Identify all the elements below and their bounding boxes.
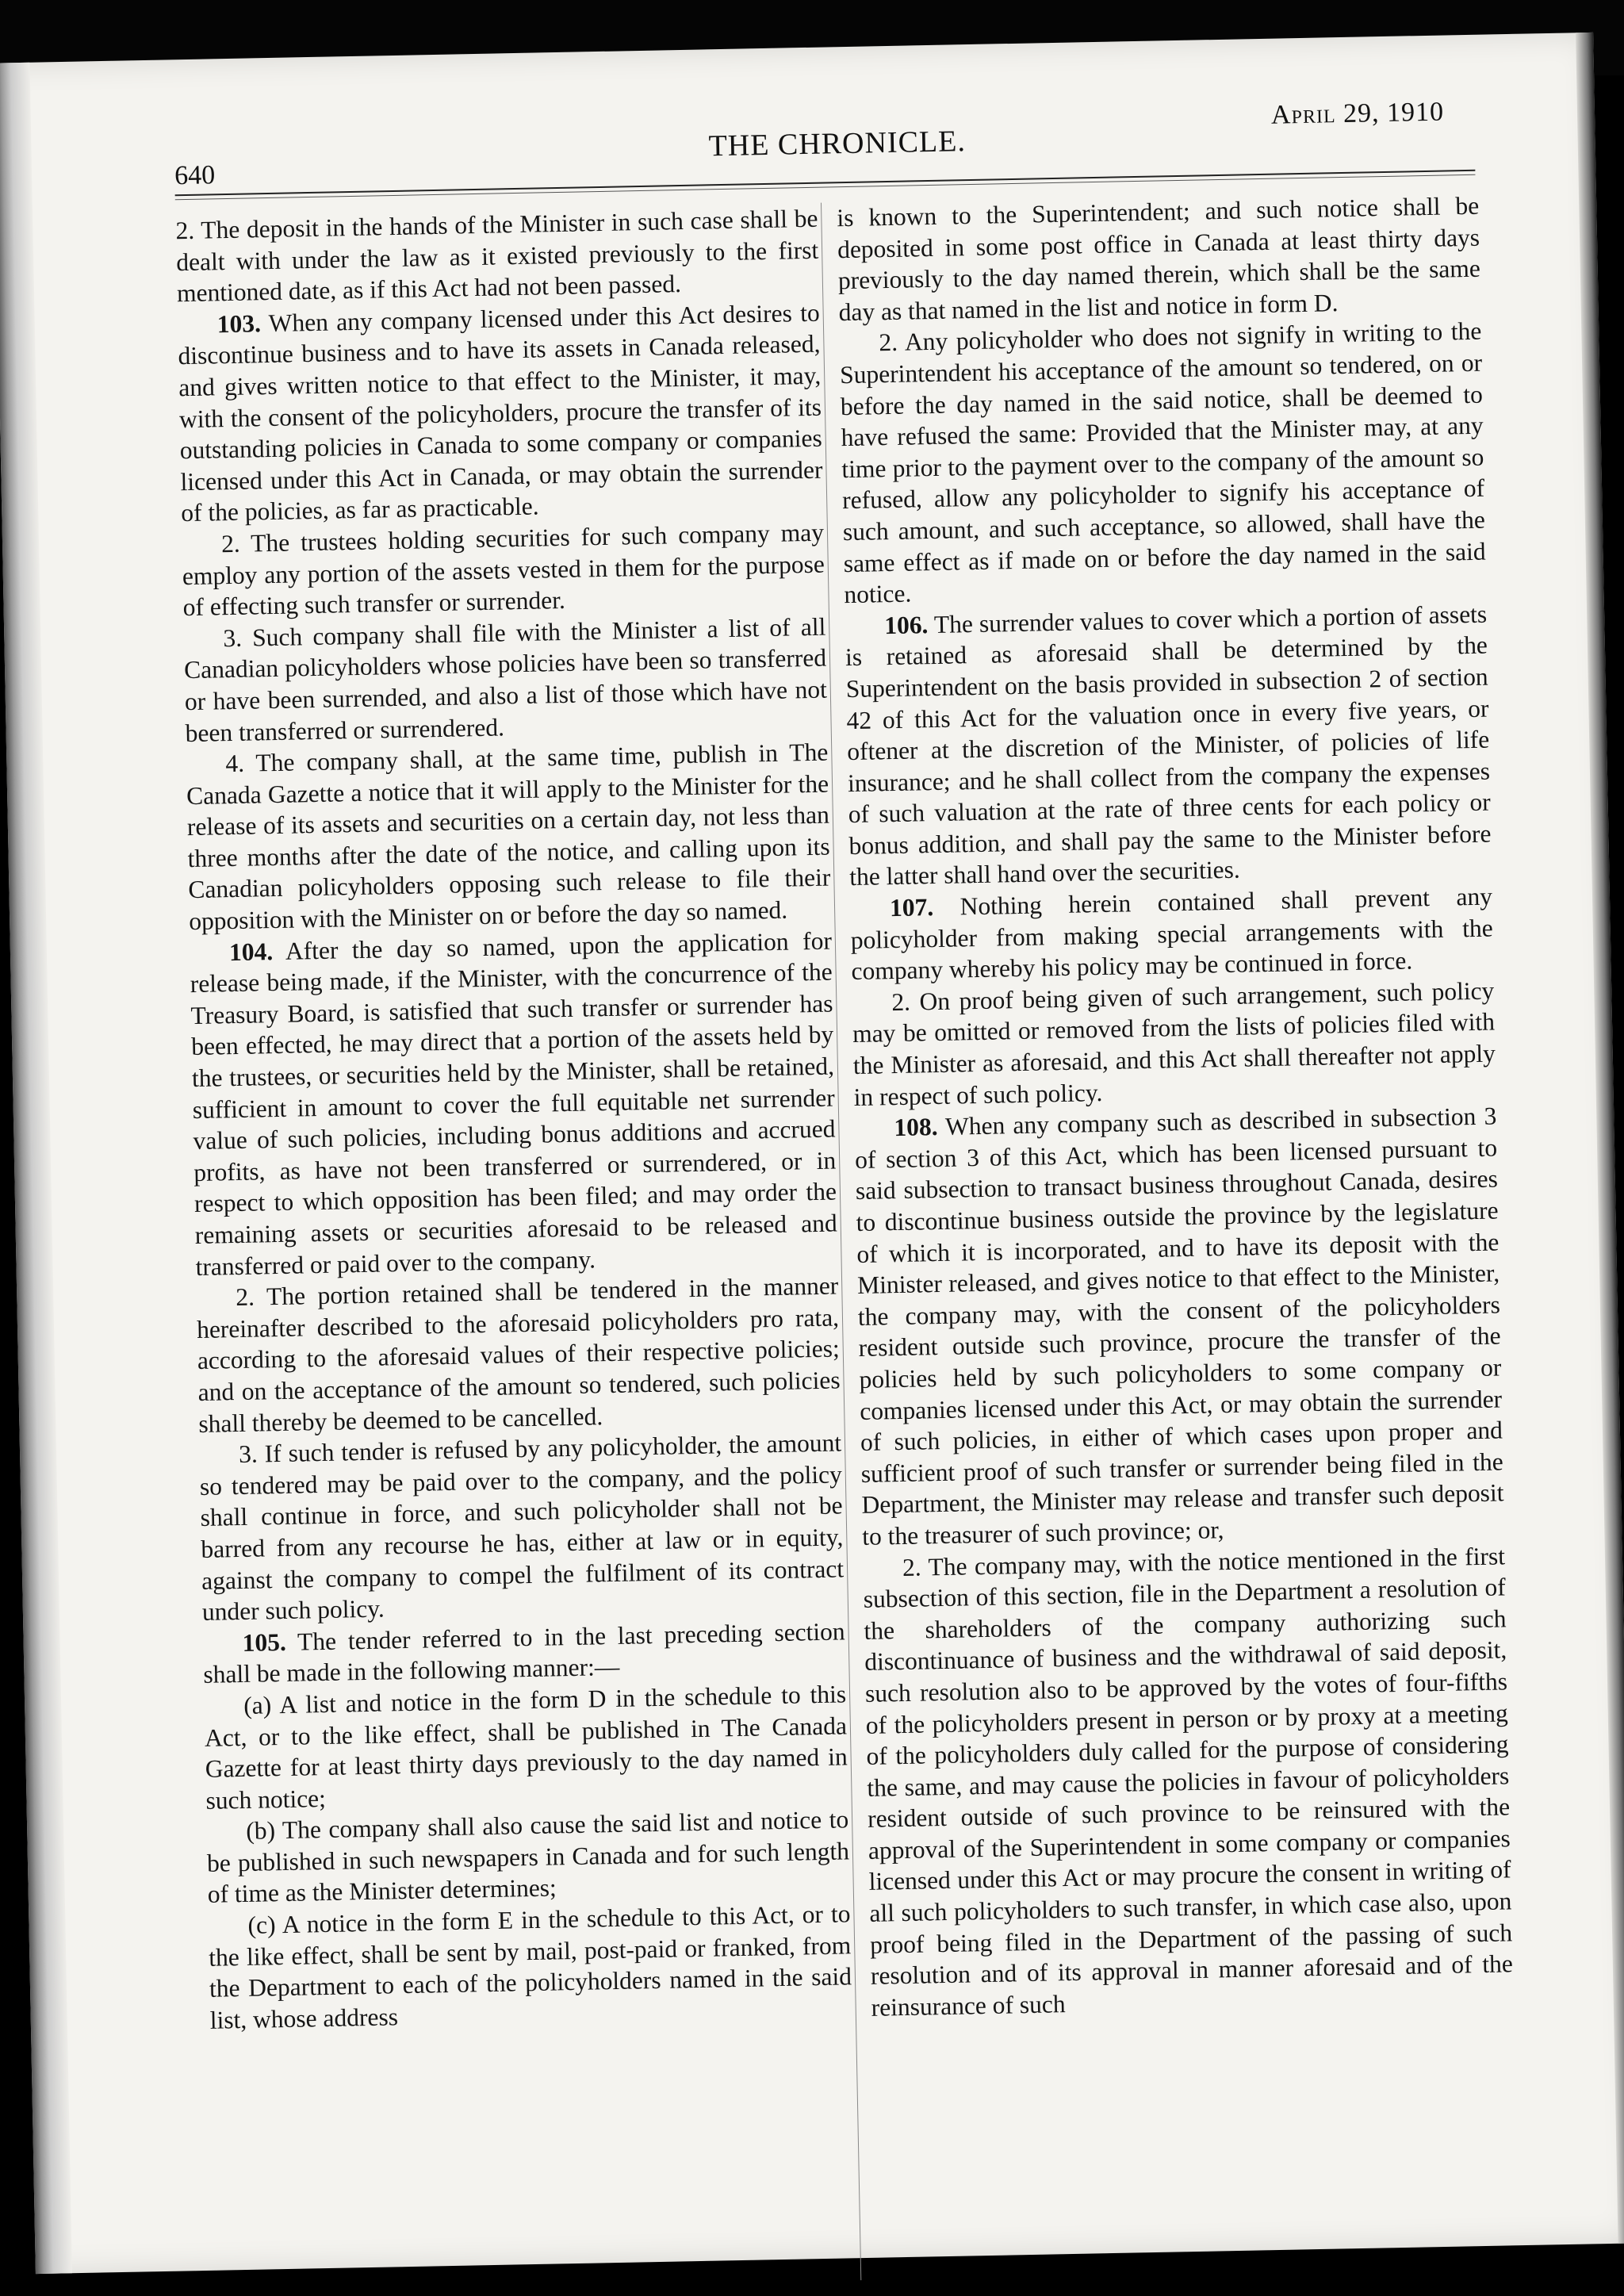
section-number: 103. [216,309,262,339]
paragraph [852,975,1496,1113]
paragraph [199,1428,845,1628]
paragraph-text: 2. Any policyholder who does not signify in writing to the Superintendent his acceptance of the amount so tendered, on or before the day named in the said notice, shall be deemed to have refused the same: Provided that the Minister may, at any time prior to the payment over to the company of the amount so refused, allow any policyholder to signify his acceptance of such amount, and such acceptance, so allowed, shall have the same effect as if made on or before the day named in the said notice. [839,317,1486,609]
page-edge [1576,33,1624,2244]
paragraph-text: 3. Such company shall file with the Minister a list of all Canadian policyholders whose policies have been so transferred or have been surrended, and also a list of those which have not been transferred or surrendered. [183,612,828,747]
paragraph-text: 2. The trustees holding securities for such company may employ any portion of the assets vested in them for the purpose of effecting such transfer or surrender. [182,518,825,622]
section-number: 107. [889,893,934,922]
paragraph [850,881,1494,987]
paragraph-text: When any company licensed under this Act desires to discontinue business and to have its assets in Canada released, and gives written notice to that effect to the Minister, it may, with the consent of the policyholders, procure the transfer of its outstanding policies in Canada to some company or companies licensed under this Act in Canada, or may obtain the surrender of the policies, as far as practicable. [178,298,823,527]
left-column [175,203,852,2037]
binding-gutter [0,63,72,2274]
section-number: 108. [894,1113,938,1142]
paragraph [854,1101,1504,1553]
paragraph-text: After the day so named, upon the application for release being made, if the Minister, with the concurrence of the Treasury Board, is satisfied that such transfer or surrender has been effected, he may direct that a portion of the assets held by the trustees, or securities held by the Minister, shall be retained, sufficient in amount to cover the full equitable net surrender value of such policies, including bonus additions and accrued profits, as have not been transferred or surrendered, or in respect to which opposition has been filed; and may order the remaining assets or securities aforesaid to be released and transferred or paid over to the company. [190,926,838,1281]
section-number: 104. [228,937,274,966]
publication-title: THE CHRONICLE. [708,125,967,163]
header-rule [175,170,1476,196]
paragraph [196,1271,841,1439]
paragraph-text: 3. If such tender is refused by any policyholder, the amount so tendered may be paid over to the company, and the policy shall continue in force, and such policyholder shall not be barred from any recourse he has, either at law or in equity, against the company to compel the fulfilment of its contract under such policy. [199,1428,845,1627]
section-number: 105. [242,1627,287,1657]
paragraph-text: 2. The deposit in the hands of the Minister in such case shall be dealt with under the law as it existed previously to the first mentioned date, as if this Act had not been passed. [175,204,819,308]
paragraph [177,297,823,529]
paragraph-text: Nothing herein contained shall prevent any policyholder from making special arrangements with the company whereby his policy may be continued in force. [850,882,1494,986]
paragraph-text: (b) The company shall also cause the said list and notice to be published in such newspapers in Canada and for such length of time as the Minister determines; [206,1805,850,1909]
paragraph-text: The surrender values to cover which a portion of assets is retained as aforesaid shall be determined by the Superintendent on the basis provided in subsection 2 of section 42 of this Act for the valuation once in every five years, or oftener at the discretion of the Minister, of policies of life insurance; and he shall collect from the company the expenses of such valuation at the rate of three cents for each policy or bonus addition, and shall pay the same to the Minister before the latter shall hand over the securities. [845,600,1492,891]
paragraph-text: (c) A notice in the form E in the schedule to this Act, or to the like effect, shall be sent by mail, post-paid or franked, from the Department to each of the policyholders named in the said list, whose address [208,1899,852,2034]
paragraph [208,1898,852,2036]
paragraph [182,517,825,623]
paragraph-text: When any company such as described in subsection 3 of section 3 of this Act, which has been licensed pursuant to said subsection to transact business throughout Canada, desires to discontinue business outside the province by the legislature of which it is incorporated, and to have its deposit with the Minister released, and gives notice to that effect to the Minister, the company may, with the consent of the policyholders resident outside such province, procure the transfer of the policies held by such policyholders to some company or companies licensed under this Act, or may obtain the surrender of such policies, in either of which cases upon proper and sufficient proof of such transfer or surrender being filed in the Department, the Minister may release and transfer such deposit to the treasurer of such province; or, [854,1102,1504,1550]
right-column [837,190,1514,2024]
section-number: 106. [883,610,929,639]
paragraph [206,1804,850,1911]
document-page [0,33,1624,2274]
page-number: 640 [174,160,216,191]
paragraph [845,598,1492,893]
paragraph [863,1540,1514,2023]
paragraph [837,190,1481,328]
paragraph-text: 4. The company shall, at the same time, publish in The Canada Gazette a notice that it will apply to the Minister for the release of its assets and securities on a certain day, not less than three months after the date of the notice, and calling upon its Canadian policyholders opposing such release to file their opposition with the Minister on or before the day so named. [186,738,831,936]
paragraph [190,925,838,1282]
paragraph-text: is known to the Superintendent; and such notice shall be deposited in some post office in Canada at least thirty days previously to the day named therein, which shall be the same day as that named in the list and notice in form D. [837,191,1481,326]
paragraph-text: 2. On proof being given of such arrangement, such policy may be omitted or removed from the lists of policies filed with the Minister as aforesaid, and this Act shall thereafter not apply in respect of such policy. [852,976,1496,1111]
paragraph [839,316,1487,611]
paragraph-text: (a) A list and notice in the form D in the schedule to this Act, or to the like effect, shall be published in The Canada Gazette for at least thirty days previously to the day named in such notice; [204,1680,848,1815]
paragraph-text: 2. The company may, with the notice mentioned in the first subsection of this section, file in the Department a resolution of the shareholders of the company authorizing such discontinuance of business and the withdrawal of said deposit, such resolution also to be approved by the votes of four-fifths of the policyholders present in person or by proxy at a meeting of the policyholders duly called for the purpose of considering the same, and may cause the policies in favour of policyholders resident outside of such province to be reinsured with the approval of the Superintendent in some company or companies licensed under this Act or may procure the consent in writing of all such policyholders to such transfer, in which case also, upon proof being filed in the Department of the passing of such resolution and of its approval in manner aforesaid and of the reinsurance of such [863,1541,1514,2022]
paragraph [183,611,828,749]
paragraph [186,737,831,937]
issue-date: April 29, 1910 [1270,97,1445,130]
paragraph-text: 2. The portion retained shall be tendered in the manner hereinafter described to the aforesaid policyholders pro rata, according to the aforesaid values of their respective policies; and on the acceptance of the amount so tendered, such policies shall thereby be deemed to be cancelled. [196,1271,841,1438]
paragraph-text: The tender referred to in the last preceding section shall be made in the following manner:— [203,1617,845,1689]
paragraph [175,203,819,309]
paragraph [204,1678,848,1816]
